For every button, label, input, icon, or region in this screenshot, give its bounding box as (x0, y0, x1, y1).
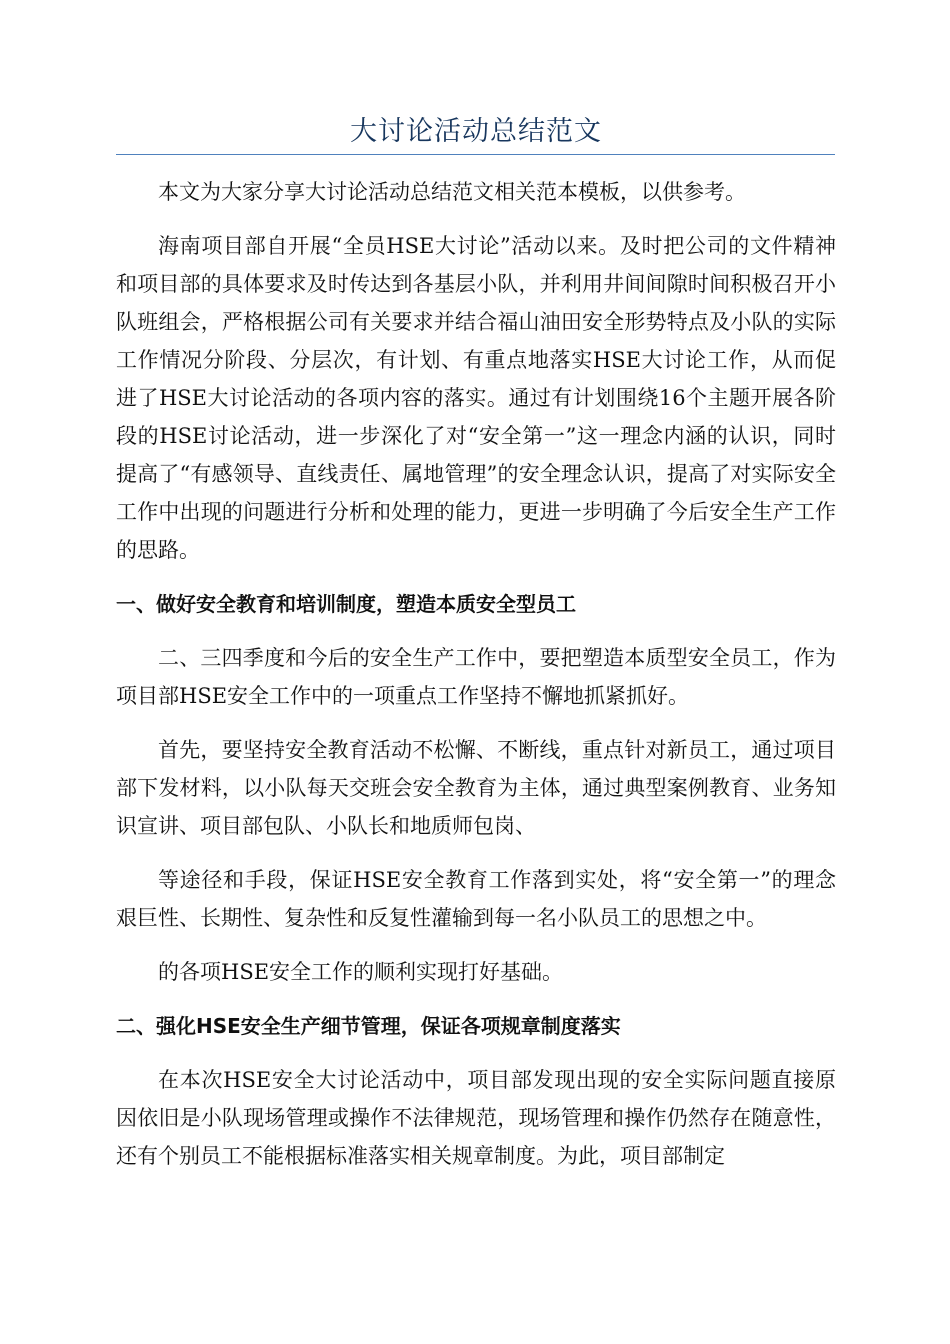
intro-paragraph: 本文为大家分享大讨论活动总结范文相关范本模板，以供参考。 (158, 180, 746, 204)
body-paragraph: 首先，要坚持安全教育活动不松懈、不断线，重点针对新员工，通过项目部下发材料，以小队每天交班会安全教育为主体，通过典型案例教育、业务知识宣讲、项目部包队、小队长和地质师包岗、 (116, 738, 836, 838)
body-paragraph: 海南项目部自开展“全员HSE大讨论”活动以来。及时把公司的文件精神和项目部的具体要求及时传达到各基层小队，并利用井间间隙时间积极召开小队班组会，严格根据公司有关要求并结合福山油田安全形势特点及小队的实际工作情况分阶段、分层次，有计划、有重点地落实HSE大讨论工作，从而促进了HSE大讨论活动的各项内容的落实。通过有计划围绕16个主题开展各阶段的HSE讨论活动，进一步深化了对“安全第一”这一理念内涵的认识，同时提高了“有感领导、直线责任、属地管理”的安全理念认识，提高了对实际安全工作中出现的问题进行分析和处理的能力，更进一步明确了今后安全生产工作的思路。 (116, 234, 836, 562)
body-paragraph: 的各项HSE安全工作的顺利实现打好基础。 (158, 960, 564, 984)
title-underline (116, 154, 835, 155)
section-heading: 二、强化HSE安全生产细节管理，保证各项规章制度落实 (116, 1014, 621, 1038)
body-paragraph: 等途径和手段，保证HSE安全教育工作落到实处，将“安全第一”的理念艰巨性、长期性、复杂性和反复性灌输到每一名小队员工的思想之中。 (116, 868, 836, 930)
document-body (116, 173, 836, 1191)
section-heading: 一、做好安全教育和培训制度，塑造本质安全型员工 (116, 592, 576, 616)
document-title: 大讨论活动总结范文 (350, 116, 602, 147)
body-paragraph: 在本次HSE安全大讨论活动中，项目部发现出现的安全实际问题直接原因依旧是小队现场管理或操作不法律规范，现场管理和操作仍然存在随意性，还有个别员工不能根据标准落实相关规章制度。为此，项目部制定 (116, 1068, 836, 1168)
body-paragraph: 二、三四季度和今后的安全生产工作中，要把塑造本质型安全员工，作为项目部HSE安全工作中的一项重点工作坚持不懈地抓紧抓好。 (116, 646, 836, 708)
